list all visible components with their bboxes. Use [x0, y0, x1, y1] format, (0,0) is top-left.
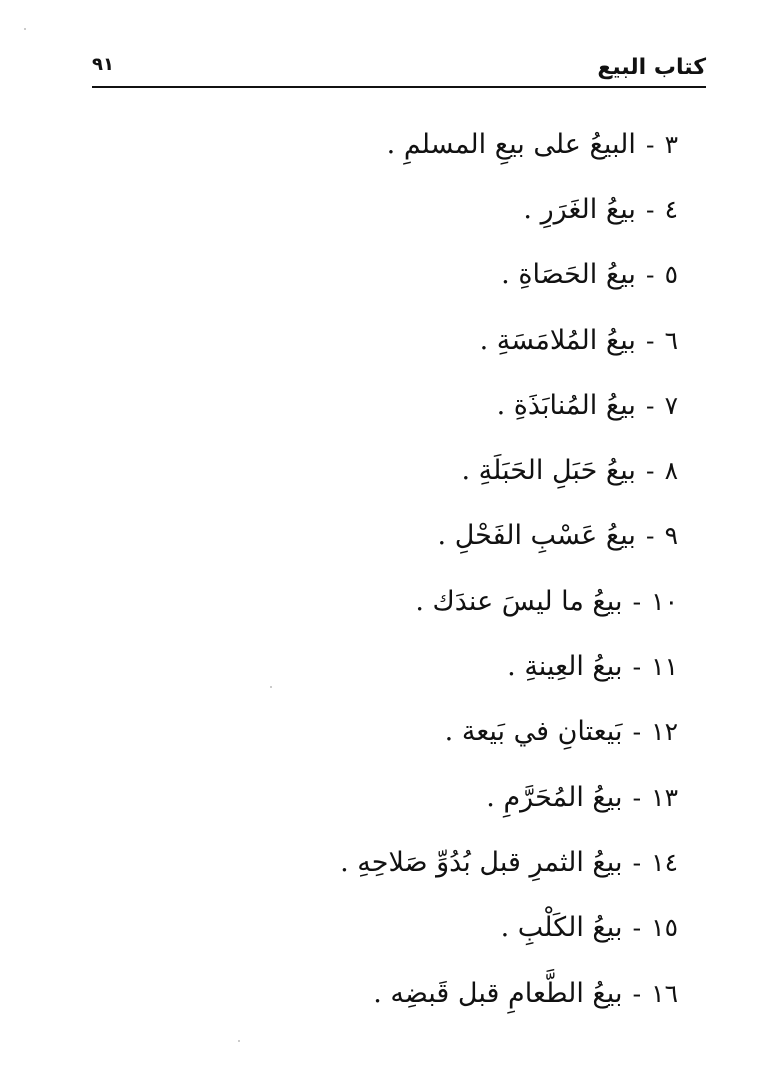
item-text: بيعُ حَبَلِ الحَبَلَةِ .	[461, 455, 636, 487]
item-number: ١١	[651, 652, 678, 682]
prohibited-sales-list	[238, 112, 678, 1026]
chapter-title: كتاب البيع	[597, 55, 706, 80]
item-text: بيعُ الطَّعامِ قبل قَبضِه .	[373, 977, 623, 1009]
list-item	[238, 569, 678, 634]
item-number: ١٤	[651, 847, 678, 877]
list-item	[238, 112, 678, 177]
item-text: بيعُ الثمرِ قبل بُدُوِّ صَلاحِهِ .	[340, 846, 623, 878]
item-number: ١٣	[651, 782, 678, 812]
item-text: بيعُ المُحَرَّمِ .	[486, 781, 623, 813]
item-text: بيعُ المُنابَذَةِ .	[496, 389, 636, 421]
item-dash: -	[645, 391, 655, 420]
item-number: ٦	[664, 325, 678, 355]
header-rule	[92, 86, 706, 88]
item-text: بيعُ عَسْبِ الفَحْلِ .	[437, 520, 636, 552]
list-item	[238, 830, 678, 895]
item-number: ٨	[664, 456, 678, 486]
scan-speck	[238, 1040, 240, 1042]
item-dash: -	[632, 914, 642, 943]
item-dash: -	[645, 326, 655, 355]
item-text: بيعُ الكَلْبِ .	[500, 912, 623, 944]
running-header	[92, 48, 706, 84]
item-text: بيعُ العِينةِ .	[507, 651, 623, 683]
item-dash: -	[632, 848, 642, 877]
list-item	[238, 177, 678, 242]
item-dash: -	[632, 979, 642, 1008]
item-number: ٥	[664, 260, 678, 290]
list-item	[238, 504, 678, 569]
list-item	[238, 243, 678, 308]
item-number: ١٥	[651, 913, 678, 943]
item-dash: -	[632, 783, 642, 812]
item-dash: -	[645, 261, 655, 290]
list-item	[238, 961, 678, 1026]
item-number: ١٦	[651, 978, 678, 1008]
list-item	[238, 634, 678, 699]
item-dash: -	[645, 522, 655, 551]
item-dash: -	[645, 130, 655, 159]
item-text: بيعُ ما ليسَ عندَك .	[415, 585, 623, 617]
page-number: ٩١	[92, 54, 114, 75]
list-item	[238, 896, 678, 961]
item-text: بيعُ الحَصَاةِ .	[501, 259, 636, 291]
list-item	[238, 700, 678, 765]
item-number: ١٢	[651, 717, 678, 747]
list-item	[238, 373, 678, 438]
list-item	[238, 765, 678, 830]
list-item	[238, 308, 678, 373]
item-text: بيعُ الغَرَرِ .	[523, 193, 636, 225]
item-number: ٣	[664, 129, 678, 159]
item-text: البيعُ على بيعِ المسلمِ .	[386, 128, 636, 160]
item-number: ٤	[664, 194, 678, 224]
item-text: بَيعتانِ في بَيعة .	[444, 716, 623, 748]
scan-speck	[24, 28, 26, 30]
item-dash: -	[632, 587, 642, 616]
item-dash: -	[632, 718, 642, 747]
list-item	[238, 438, 678, 503]
item-number: ٧	[664, 390, 678, 420]
item-text: بيعُ المُلامَسَةِ .	[479, 324, 636, 356]
item-dash: -	[645, 195, 655, 224]
scan-speck	[270, 686, 272, 688]
item-number: ٩	[664, 521, 678, 551]
item-dash: -	[632, 653, 642, 682]
item-number: ١٠	[651, 586, 678, 616]
item-dash: -	[645, 457, 655, 486]
